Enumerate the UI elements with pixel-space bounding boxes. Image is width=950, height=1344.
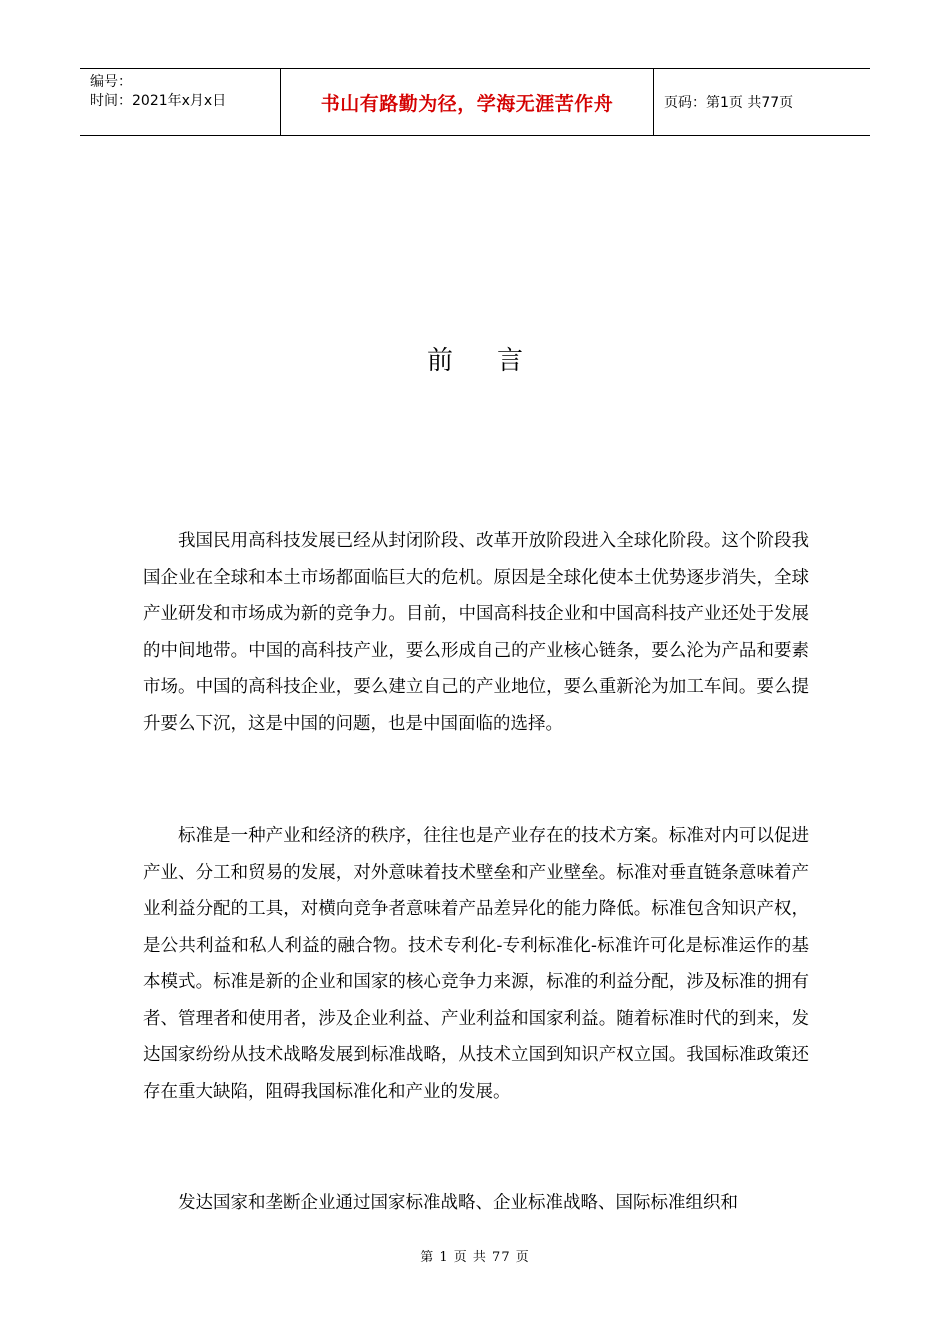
document-date-label: 时间：2021年x月x日 <box>90 93 227 109</box>
page-footer: 第 1 页 共 77 页 <box>420 1250 530 1265</box>
header-table <box>80 68 870 136</box>
header-motto: 书山有路勤为径，学海无涯苦作舟 <box>281 69 654 135</box>
page-title: 前言 <box>426 346 567 376</box>
body-paragraph-2: 标准是一种产业和经济的秩序，往往也是产业存在的技术方案。标准对内可以促进产业、分工和贸易的发展，对外意味着技术壁垒和产业壁垒。标准对垂直链条意味着产业利益分配的工具，对横向竞争者意味着产品差异化的能力降低。标准包含知识产权，是公共利益和私人利益的融合物。技术专利化-专利标准化-标准许可化是标准运作的基本模式。标准是新的企业和国家的核心竞争力来源，标准的利益分配，涉及标准的拥有者、管理者和使用者，涉及企业利益、产业利益和国家利益。随着标准时代的到来，发达国家纷纷从技术战略发展到标准战略，从技术立国到知识产权立国。我国标准政策还存在重大缺陷，阻碍我国标准化和产业的发展。 <box>143 826 809 1102</box>
body-paragraph-1: 我国民用高科技发展已经从封闭阶段、改革开放阶段进入全球化阶段。这个阶段我国企业在全球和本土市场都面临巨大的危机。原因是全球化使本土优势逐步消失，全球产业研发和市场成为新的竞争力。目前，中国高科技企业和中国高科技产业还处于发展的中间地带。中国的高科技产业，要么形成自己的产业核心链条，要么沦为产品和要素市场。中国的高科技企业，要么建立自己的产业地位，要么重新沦为加工车间。要么提升要么下沉，这是中国的问题，也是中国面临的选择。 <box>143 531 809 734</box>
header-meta <box>80 69 281 135</box>
body-paragraph-3: 发达国家和垄断企业通过国家标准战略、企业标准战略、国际标准组织和 <box>178 1193 738 1213</box>
header-page-info: 页码：第1页 共77页 <box>664 95 794 111</box>
document-number-label: 编号： <box>90 74 132 90</box>
